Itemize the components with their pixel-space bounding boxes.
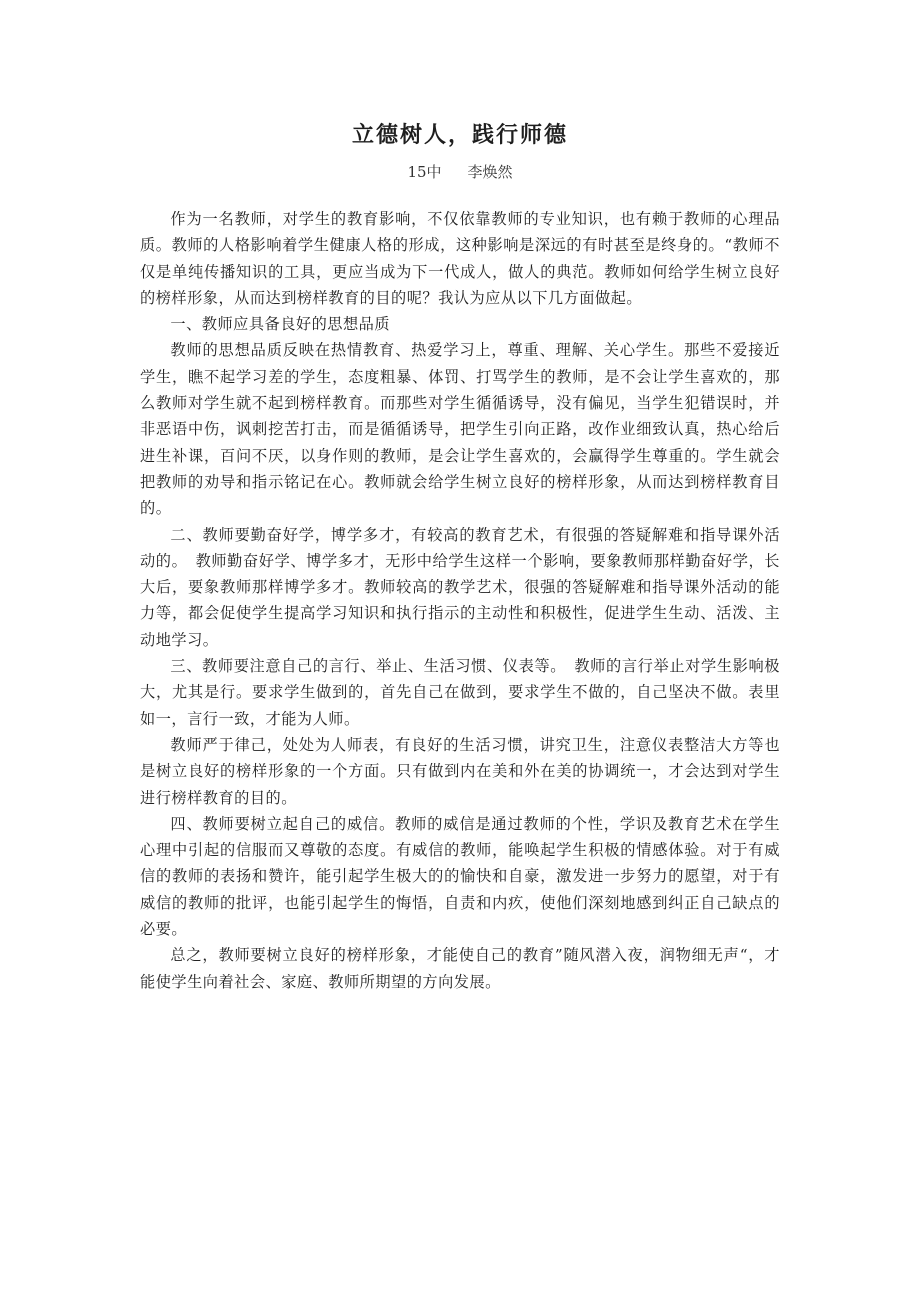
paragraph-conclusion: 总之，教师要树立良好的榜样形象，才能使自己的教育”随风潜入夜，润物细无声“，才能使学生向着社会、家庭、教师所期望的方向发展。 bbox=[140, 946, 780, 991]
school-name: 15中 bbox=[407, 163, 442, 181]
paragraph-section-2: 二、教师要勤奋好学，博学多才，有较高的教育艺术，有很强的答疑解难和指导课外活动的。 教师勤奋好学、博学多才，无形中给学生这样一个影响，要象教师那样勤奋好学，长大后，要象教师那样博学多才。教师较高的教学艺术，很强的答疑解难和指导课外活动的能力等，都会促使学生提高学习知识和执行指示的主动性和积极性，促进学生生动、活泼、主动地学习。 bbox=[140, 525, 780, 649]
document-page bbox=[140, 118, 780, 995]
paragraph-section-3: 三、教师要注意自己的言行、举止、生活习惯、仪表等。 教师的言行举止对学生影响极大，尤其是行。要求学生做到的，首先自己在做到，要求学生不做的，自己坚决不做。表里如一，言行一致，才能为人师。 bbox=[140, 657, 780, 728]
byline bbox=[140, 160, 780, 184]
paragraph-section-4: 四、教师要树立起自己的威信。教师的威信是通过教师的个性，学识及教育艺术在学生心理中引起的信服而又尊敬的态度。有威信的教师，能唤起学生积极的情感体验。对于有威信的教师的表扬和赞许，能引起学生极大的的愉快和自豪，激发进一步努力的愿望，对于有威信的教师的批评，也能引起学生的悔悟，自责和内疚，使他们深刻地感到纠正自己缺点的必要。 bbox=[140, 814, 780, 939]
section-heading-1: 一、教师应具备良好的思想品质 bbox=[170, 315, 391, 334]
paragraph-section-1: 教师的思想品质反映在热情教育、热爱学习上，尊重、理解、关心学生。那些不爱接近学生，瞧不起学习差的学生，态度粗暴、体罚、打骂学生的教师，是不会让学生喜欢的，那么教师对学生就不起到榜样教育。而那些对学生循循诱导，没有偏见，当学生犯错误时，并非恶语中伤，讽刺挖苦打击，而是循循诱导，把学生引向正路，改作业细致认真，热心给后进生补课，百问不厌，以身作则的教师，是会让学生喜欢的，会赢得学生尊重的。学生就会把教师的劝导和指示铭记在心。教师就会给学生树立良好的榜样形象，从而达到榜样教育目的。 bbox=[140, 341, 780, 518]
paragraph-section-3-cont: 教师严于律己，处处为人师表，有良好的生活习惯，讲究卫生，注意仪表整洁大方等也是树立良好的榜样形象的一个方面。只有做到内在美和外在美的协调统一，才会达到对学生进行榜样教育的目的。 bbox=[140, 735, 780, 807]
author-name: 李焕然 bbox=[467, 163, 513, 181]
paragraph-intro: 作为一名教师，对学生的教育影响，不仅依靠教师的专业知识，也有赖于教师的心理品质。教师的人格影响着学生健康人格的形成，这种影响是深远的有时甚至是终身的。“教师不仅是单纯传播知识的工具，更应当成为下一代成人，做人的典范。教师如何给学生树立良好的榜样形象，从而达到榜样教育的目的呢？我认为应从以下几方面做起。 bbox=[140, 210, 780, 307]
document-body bbox=[140, 206, 780, 995]
document-title: 立德树人，践行师德 bbox=[351, 123, 568, 148]
